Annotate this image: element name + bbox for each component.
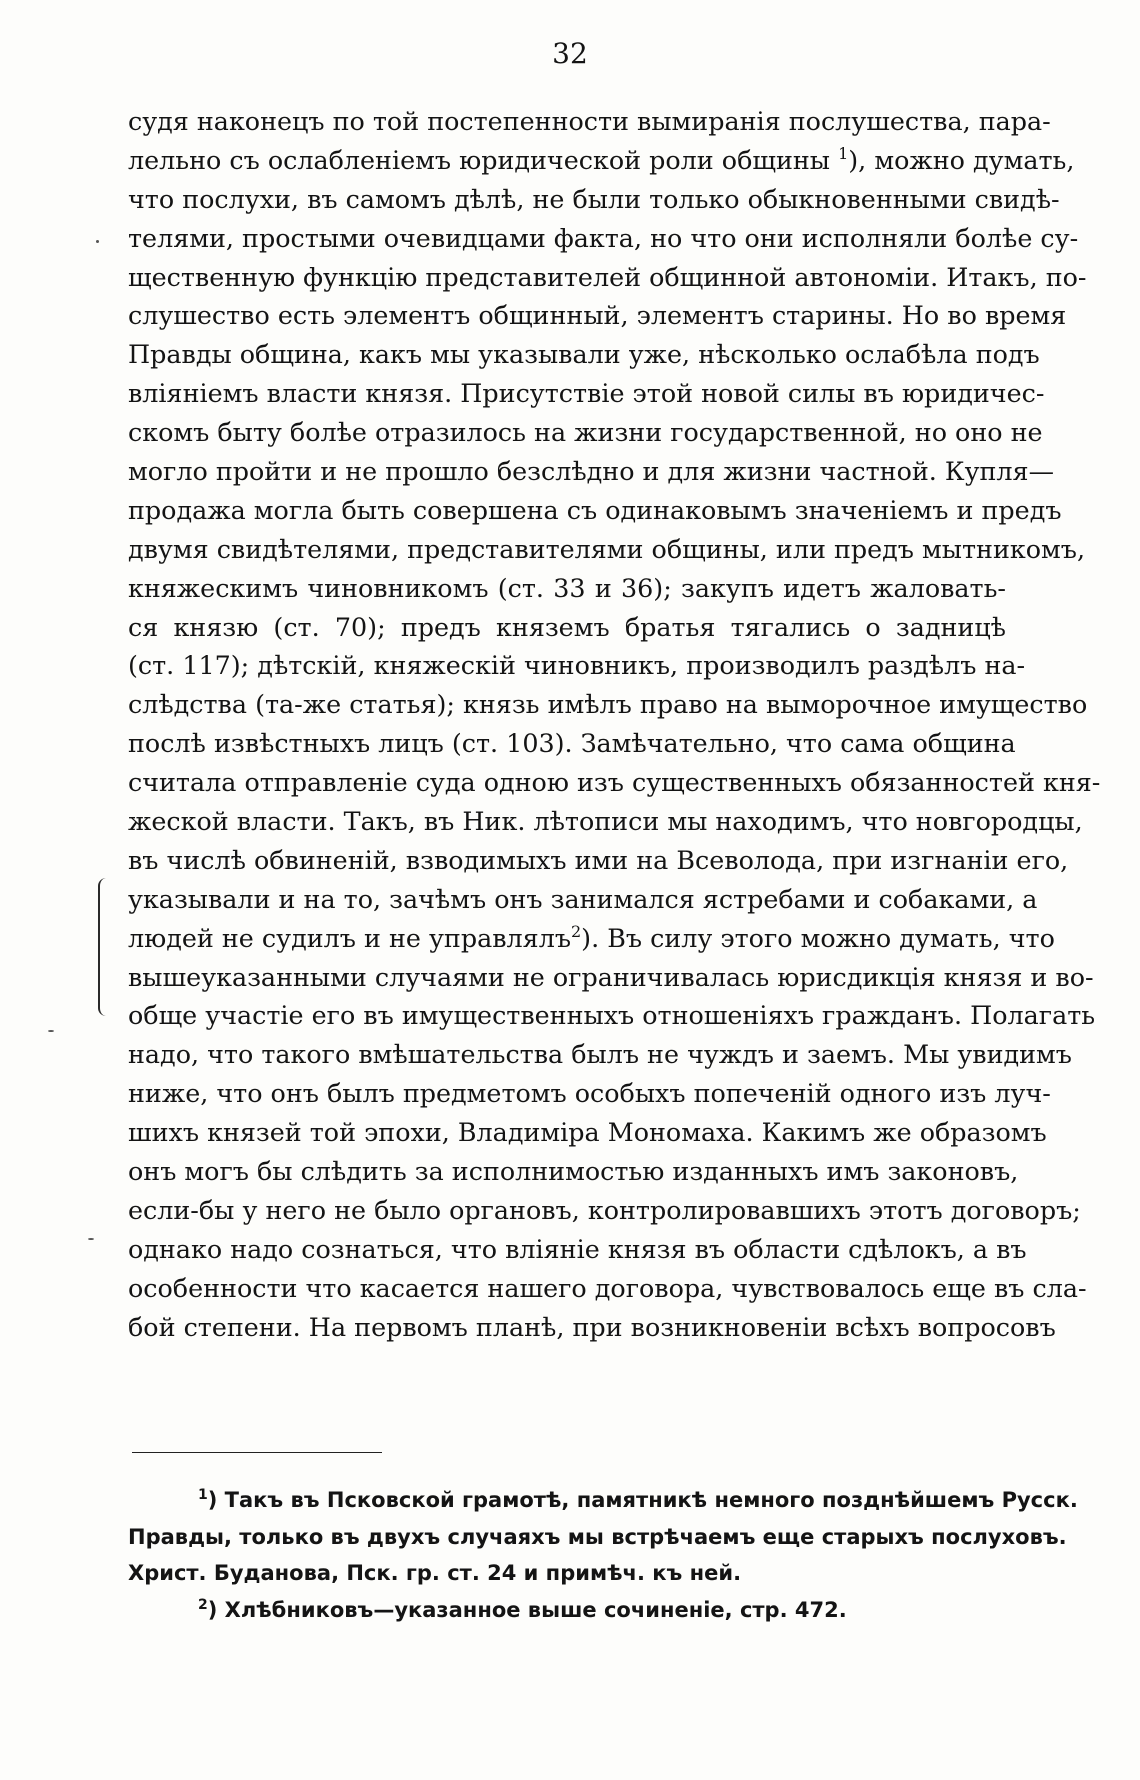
text-line-7: Правды община, какъ мы указывали уже, нѣсколько ослабѣла подъ (128, 339, 1040, 370)
text-line-3: что послухи, въ самомъ дѣлѣ, не были только обыкновенными свидѣ- (128, 183, 1060, 214)
text-line-30: однако надо сознаться, что вліяніе князя въ области сдѣлокъ, а въ (128, 1233, 1027, 1264)
text-line-12: двумя свидѣтелями, представителями общины, или предъ мытникомъ, (128, 533, 1086, 564)
text-line-24: обще участіе его въ имущественныхъ отношеніяхъ гражданъ. Полагать (128, 1000, 1096, 1031)
text-line-15: (ст. 117); дѣтскій, княжескій чиновникъ, производилъ раздѣлъ на- (128, 650, 1026, 681)
text-line-19: жеской власти. Такъ, въ Ник. лѣтописи мы находимъ, что новгородцы, (128, 806, 1083, 837)
footnote-2-marker: 2 (198, 1596, 208, 1613)
text-line-23: вышеуказанными случаями не ограничивалась юрисдикція князя и во- (128, 961, 1094, 992)
margin-pencil-mark (98, 878, 112, 1016)
text-line-14: ся князю (ст. 70); предъ княземъ братья тягались о задницѣ (128, 611, 1006, 642)
page-number: 32 (552, 37, 588, 70)
paper-speck (96, 240, 99, 243)
text-line-17: послѣ извѣстныхъ лицъ (ст. 103). Замѣчательно, что сама община (128, 728, 1016, 759)
text-line-29: если-бы у него не было органовъ, контролировавшихъ этотъ договоръ; (128, 1194, 1081, 1225)
text-line-10: могло пройти и не прошло безслѣдно и для жизни частной. Купля— (128, 456, 1054, 487)
footnote-ref-1: 1 (838, 143, 849, 163)
footnote-1-marker: 1 (198, 1487, 208, 1503)
text-line-26: ниже, что онъ былъ предметомъ особыхъ попеченій одного изъ луч- (128, 1078, 1051, 1109)
text-line-1: судя наконецъ по той постепенности вымиранія послушества, пара- (128, 106, 1051, 136)
paper-speck (88, 1238, 94, 1240)
text-line-22 (128, 919, 1055, 958)
text-line-27: шихъ князей той эпохи, Владиміра Мономаха. Какимъ же образомъ (128, 1117, 1047, 1148)
text-line-11: продажа могла быть совершена съ одинаковымъ значеніемъ и предъ (128, 494, 1062, 525)
footnote-1-text-1: ) Такъ въ Псковской грамотѣ, памятникѣ немного позднѣйшемъ Русск. (207, 1488, 1078, 1512)
text-line-31: особенности что касается нашего договора, чувствовалось еще въ сла- (128, 1272, 1087, 1303)
footnote-1-line-2: Правды, только въ двухъ случаяхъ мы встрѣчаемъ еще старыхъ послуховъ. (128, 1524, 1067, 1549)
text-line-8: вліяніемъ власти князя. Присутствіе этой новой силы въ юридичес- (128, 378, 1045, 409)
text-line-22-start: людей не судилъ и не управлялъ (128, 922, 571, 953)
text-line-9: скомъ быту болѣе отразилось на жизни государственной, но оно не (128, 417, 1043, 448)
footnote-2-line-1 (128, 1592, 1006, 1629)
paper-speck (48, 1030, 54, 1032)
text-line-18: считала отправленіе суда одною изъ существенныхъ обязанностей кня- (128, 767, 1101, 798)
text-line-5: щественную функцію представителей общинной автономіи. Итакъ, по- (128, 261, 1087, 292)
text-line-16: слѣдства (та-же статья); князь имѣлъ право на выморочное имущество (128, 689, 1088, 720)
text-line-13: княжескимъ чиновникомъ (ст. 33 и 36); закупъ идетъ жаловать- (128, 572, 1006, 603)
text-line-2 (128, 141, 1075, 180)
footnote-ref-2: 2 (570, 921, 582, 941)
text-line-28: онъ могъ бы слѣдить за исполнимостью изданныхъ имъ законовъ, (128, 1156, 1019, 1187)
text-line-6: слушество есть элементъ общинный, элементъ старины. Но во время (128, 300, 1067, 331)
footnote-separator (132, 1452, 382, 1453)
text-line-22-end: ). Въ силу этого можно думать, что (581, 922, 1055, 953)
text-line-32: бой степени. На первомъ планѣ, при возникновеніи всѣхъ вопросовъ (128, 1311, 1056, 1342)
text-line-20: въ числѣ обвиненій, взводимыхъ ими на Всеволода, при изгнаніи его, (128, 844, 1069, 875)
text-line-21: указывали и на то, зачѣмъ онъ занимался ястребами и собаками, а (128, 883, 1038, 914)
main-text (128, 102, 1101, 1347)
text-line-4: телями, простыми очевидцами факта, но что они исполняли болѣе су- (128, 222, 1079, 253)
footnote-2-text-1: ) Хлѣбниковъ—указанное выше сочиненіе, стр. 472. (207, 1597, 847, 1622)
footnote-1-line-1 (128, 1482, 1078, 1519)
footnotes (128, 1482, 1078, 1628)
text-line-2-start: лельно съ ослабленіемъ юридической роли общины (128, 144, 831, 175)
text-line-2-end: ), можно думать, (848, 144, 1075, 175)
footnote-1-line-3: Христ. Буданова, Пск. гр. ст. 24 и примѣч. къ ней. (128, 1561, 742, 1585)
text-line-25: надо, что такого вмѣшательства былъ не чуждъ и заемъ. Мы увидимъ (128, 1039, 1072, 1070)
